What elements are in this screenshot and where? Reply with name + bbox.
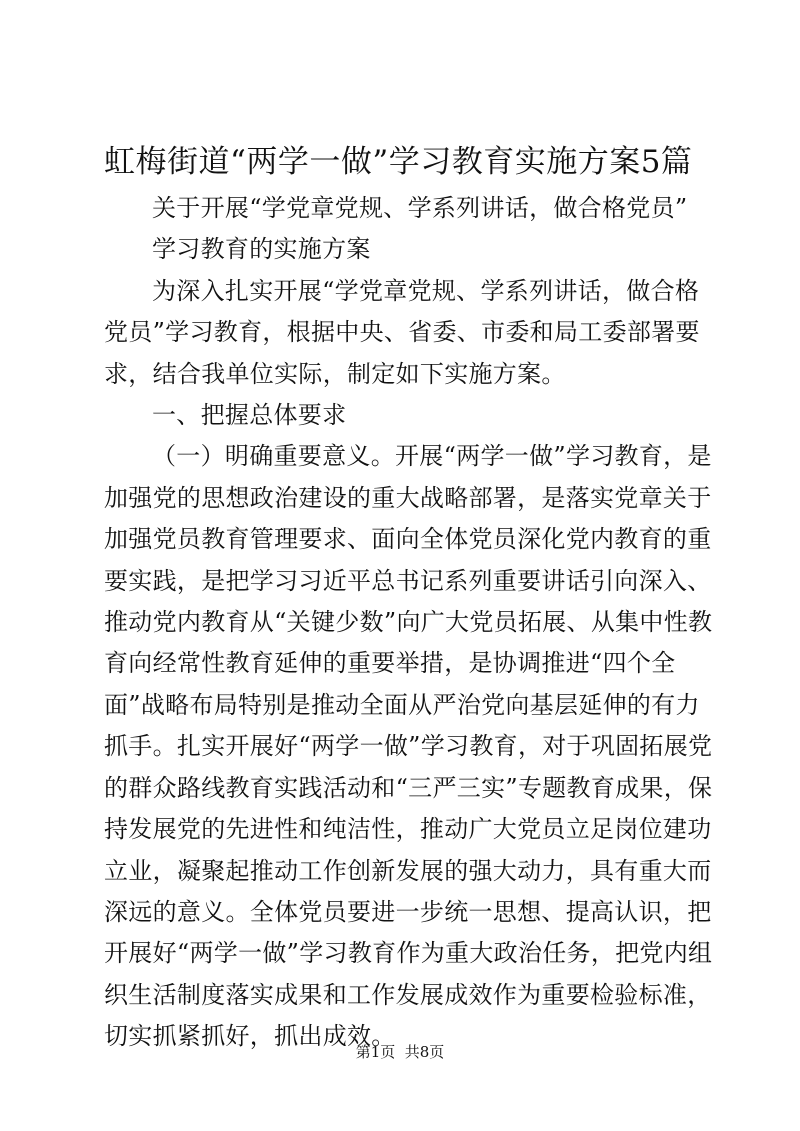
paragraph-intro-line-2: 学习教育的实施方案 (152, 235, 371, 264)
document-body (104, 188, 716, 1058)
paragraph-intro-line-1: 关于开展“学党章党规、学系列讲话，做合格党员” (152, 194, 688, 222)
document-title: 虹梅街道“两学一做”学习教育实施方案5篇 (104, 144, 693, 180)
paragraph-significance: （一）明确重要意义。开展“两学一做”学习教育，是加强党的思想政治建设的重大战略部署，是落实党章关于加强党员教育管理要求、面向全体党员深化党内教育的重要实践，是把学习习近平总书记系列重要讲话引向深入、推动党内教育从“关键少数”向广大党员拓展、从集中性教育向经常性教育延伸的重要举措，是协调推进“四个全面”战略布局特别是推动全面从严治党向基层延伸的有力抓手。扎实开展好“两学一做”学习教育，对于巩固拓展党的群众路线教育实践活动和“三严三实”专题教育成果，保持发展党的先进性和纯洁性，推动广大党员立足岗位建功立业，凝聚起推动工作创新发展的强大动力，具有重大而深远的意义。全体党员要进一步统一思想、提高认识，把开展好“两学一做”学习教育作为重大政治任务，把党内组织生活制度落实成果和工作发展成效作为重要检验标准，切实抓紧抓好，抓出成效。 (104, 442, 713, 1051)
page-number: 第1页 共8页 (355, 1043, 445, 1061)
section-heading: 一、把握总体要求 (152, 401, 347, 430)
page-footer (0, 1042, 800, 1062)
paragraph-purpose: 为深入扎实开展“学党章党规、学系列讲话，做合格党员”学习教育，根据中央、省委、市委和局工委部署要求，结合我单位实际，制定如下实施方案。 (104, 276, 700, 388)
